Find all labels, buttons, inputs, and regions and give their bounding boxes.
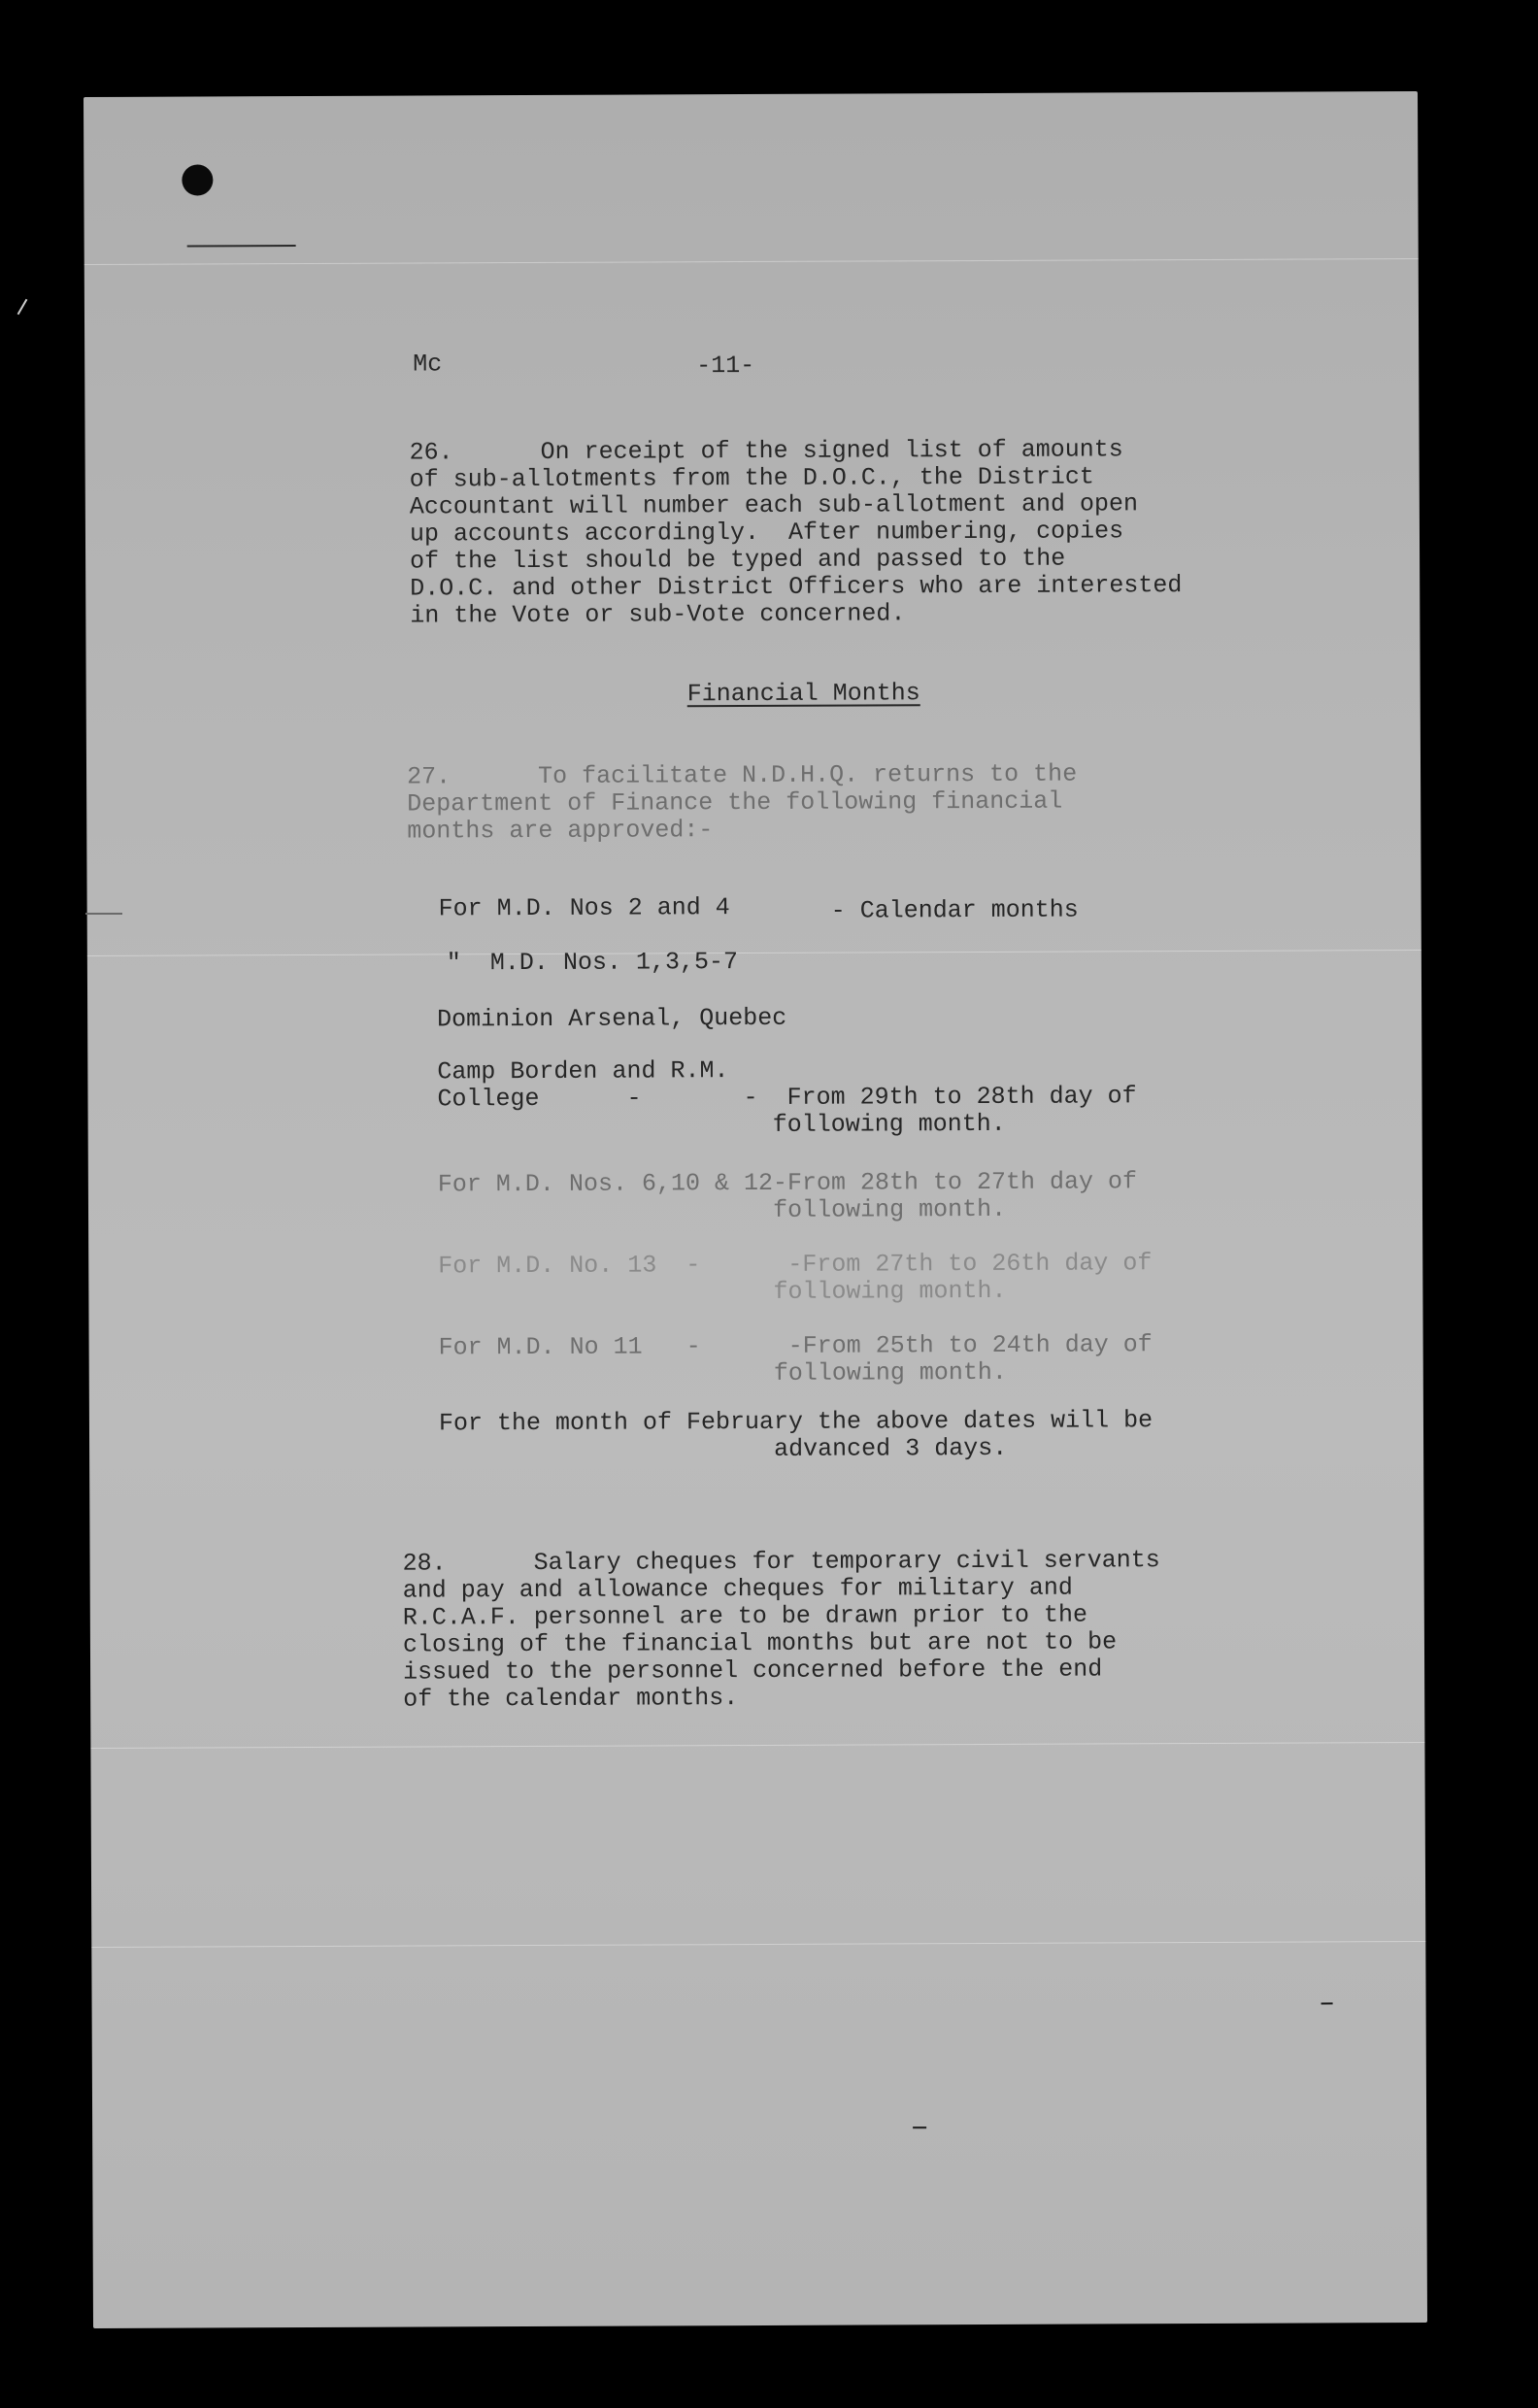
schedule-note: For the month of February the above dates will be advanced 3 days.	[438, 1406, 1154, 1465]
paragraph-26: 26. On receipt of the signed list of amounts of sub-allotments from the D.O.C., the District Accountant will number each sub-allotment and open up accounts accordingly. After numbering, copies of the list should be typed and passed to the D.O.C. and other District Officers who are interested in the Vote or sub-Vote concerned.	[409, 435, 1183, 630]
schedule-row-3: Dominion Arsenal, Quebec	[437, 1003, 787, 1034]
fold-line	[87, 950, 1421, 956]
schedule-row-5: For M.D. Nos. 6,10 & 12-From 28th to 27th day of following month.	[437, 1167, 1138, 1226]
schedule-row-4: Camp Borden and R.M. College - - From 29th to 28th day of following month.	[437, 1056, 1137, 1141]
fold-line	[84, 258, 1419, 265]
fold-line	[91, 1941, 1425, 1948]
section-heading: Financial Months	[686, 679, 920, 709]
header-initials: Mc	[413, 350, 443, 379]
paragraph-27: 27. To facilitate N.D.H.Q. returns to the Department of Finance the following financial months are approved:-	[406, 759, 1078, 846]
schedule-row-1-right: - Calendar months	[830, 895, 1079, 925]
margin-mark	[913, 2126, 926, 2128]
fold-line	[90, 1742, 1424, 1749]
schedule-row-2: " M.D. Nos. 1,3,5-7	[446, 948, 739, 978]
schedule-row-7: For M.D. No 11 - -From 25th to 24th day of following month.	[438, 1330, 1153, 1389]
edge-mark	[17, 299, 28, 316]
margin-rule	[187, 245, 296, 247]
margin-mark	[1321, 2002, 1333, 2004]
document-page	[84, 91, 1427, 2328]
punch-hole	[182, 164, 213, 195]
page-number: -11-	[696, 351, 755, 381]
schedule-row-6: For M.D. No. 13 - -From 27th to 26th day of following month.	[438, 1249, 1153, 1308]
schedule-row-1-left: For M.D. Nos 2 and 4	[438, 893, 730, 923]
edge-mark	[85, 913, 122, 915]
paragraph-28: 28. Salary cheques for temporary civil servants and pay and allowance cheques for military and R.C.A.F. personnel are to be drawn prior to the closing of the financial months but are not to be issued to the personnel concerned before the end of the calendar months.	[402, 1546, 1160, 1714]
